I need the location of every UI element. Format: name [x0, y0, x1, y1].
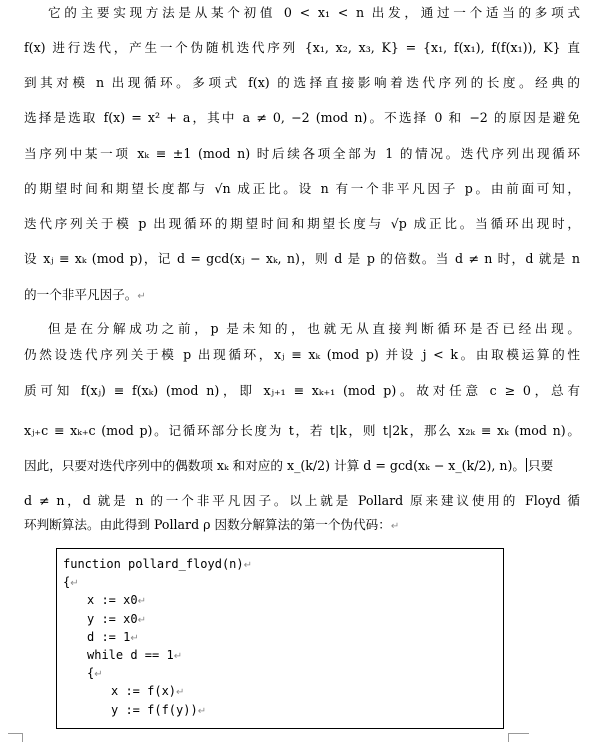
p1-line-2: f(x) 进行迭代，产生一个伪随机迭代序列 {x₁, x₂, x₃, K} = {x₁, f(x₁), f(f(x₁)), K} 直 — [24, 40, 580, 55]
p1-line-1: 它的主要实现方法是从某个初值 0 < x₁ < n 出发，通过一个适当的多项式 — [48, 5, 580, 20]
code-line-2 — [63, 573, 503, 591]
p2-line-7-text: 环判断算法。由此得到 Pollard ρ 因数分解算法的第一个伪代码： — [24, 517, 391, 532]
paragraph-mark: ↵ — [137, 291, 146, 302]
p2-line-5 — [24, 455, 580, 477]
code-text: { — [87, 666, 95, 681]
paragraph-mark: ↵ — [197, 705, 207, 717]
p2-line-2: 仍然设迭代序列关于模 p 出现循环，xⱼ ≡ xₖ (mod p) 并设 j < k。由取模运算的性 — [24, 347, 580, 362]
paragraph-mark: ↵ — [176, 687, 185, 699]
paragraph-mark: ↵ — [137, 596, 146, 608]
paragraph-mark: ↵ — [173, 650, 183, 662]
code-line-7 — [63, 664, 503, 682]
code-text: x := f(x) — [111, 684, 177, 699]
code-line-9 — [63, 701, 503, 719]
p1-line-4: 选择是选取 f(x) = x² + a，其中 a ≠ 0, −2 (mod n)。不选择 0 和 −2 的原因是避免 — [24, 110, 580, 125]
code-text: y := f(f(y)) — [111, 702, 198, 717]
p2-line-5-text: 因此，只要对迭代序列中的偶数项 xₖ 和对应的 x_(k/2) 计算 d = gcd(xₖ − x_(k/2), n)。 — [24, 458, 525, 473]
p2-line-4: xⱼ₊c ≡ xₖ₊c (mod p)。记循环部分长度为 t，若 t|k，则 t|2k，那么 x₂ₖ ≡ xₖ (mod n)。 — [24, 423, 580, 438]
paragraph-mark: ↵ — [390, 521, 400, 532]
code-block — [56, 548, 504, 729]
code-line-6 — [63, 646, 503, 664]
code-text: y := x0 — [87, 611, 138, 626]
p1-line-9-text: 的一个非平凡因子。 — [24, 287, 138, 302]
p1-line-8: 设 xⱼ ≡ xₖ (mod p)，记 d = gcd(xⱼ − xₖ, n)，则 d 是 p 的倍数。当 d ≠ n 时，d 就是 n — [24, 251, 580, 266]
code-text: function pollard_floyd(n) — [63, 557, 244, 571]
code-text: while d == 1 — [87, 647, 174, 662]
code-text: x := x0 — [87, 593, 138, 608]
p2-line-7 — [24, 514, 580, 536]
paragraph-mark: ↵ — [137, 614, 146, 626]
p1-line-3: 到其对模 n 出现循环。多项式 f(x) 的选择直接影响着迭代序列的长度。经典的 — [24, 75, 580, 90]
paragraph-mark: ↵ — [243, 560, 253, 571]
p2-line-5-tail: 只要 — [528, 458, 554, 473]
p1-line-9 — [24, 284, 580, 306]
code-text: d := 1 — [87, 629, 131, 644]
paragraph-mark: ↵ — [94, 669, 103, 681]
p1-line-6: 的期望时间和期望长度都与 √n 成正比。设 n 有一个非平凡因子 p。由前面可知， — [24, 181, 580, 196]
p2-line-3: 质可知 f(xⱼ) ≡ f(xₖ) (mod n)，即 xⱼ₊₁ ≡ xₖ₊₁ (mod p)。故对任意 c ≥ 0，总有 — [24, 383, 580, 398]
p1-line-7: 迭代序列关于模 p 出现循环的期望时间和期望长度与 √p 成正比。当循环出现时， — [24, 216, 580, 231]
code-line-8 — [63, 682, 503, 700]
code-text: { — [63, 575, 71, 590]
code-line-4 — [63, 610, 503, 628]
p2-line-1: 但是在分解成功之前，p 是未知的，也就无从直接判断循环是否已经出现。 — [48, 321, 580, 336]
code-line-3 — [63, 591, 503, 609]
text-cursor — [526, 458, 527, 472]
paragraph-mark: ↵ — [70, 578, 79, 590]
paragraph-mark: ↵ — [130, 632, 139, 644]
p2-line-6: d ≠ n，d 就是 n 的一个非平凡因子。以上就是 Pollard 原来建议使用的 Floyd 循 — [24, 493, 580, 508]
code-line-5 — [63, 628, 503, 646]
p1-line-5: 当序列中某一项 xₖ ≡ ±1 (mod n) 时后续各项全部为 1 的情况。迭代序列出现循环 — [24, 146, 580, 161]
code-line-1 — [63, 555, 503, 573]
